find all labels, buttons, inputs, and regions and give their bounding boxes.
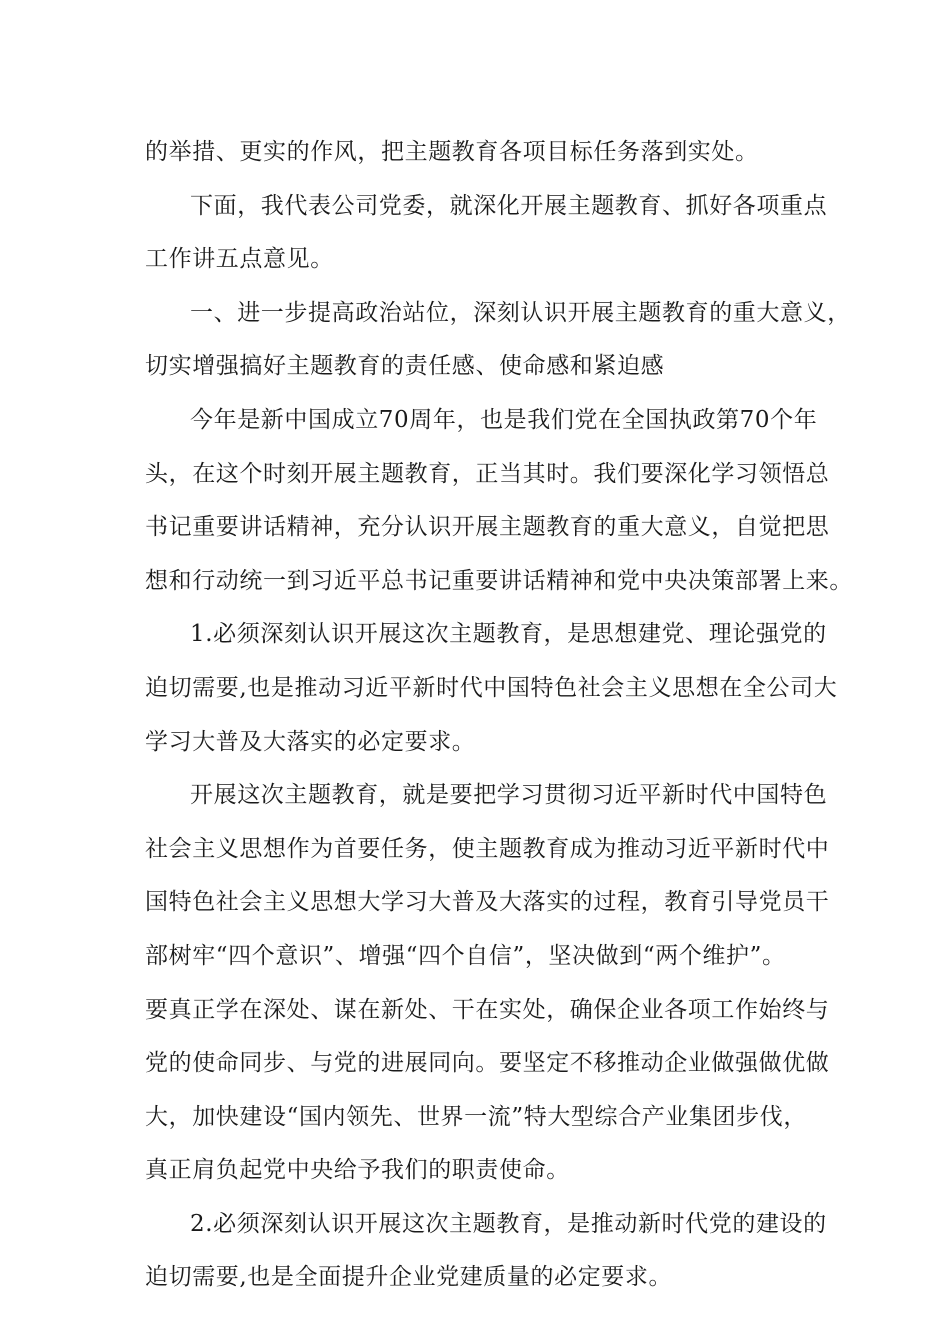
text-line-18: 党的使命同步、与党的进展同向。要坚定不移推动企业做强做优做 (145, 1050, 830, 1077)
section-heading-line-2: 切实增强搞好主题教育的责任感、使命感和紧迫感 (145, 353, 665, 380)
text-line-17: 要真正学在深处、谋在新处、干在实处，确保企业各项工作始终与 (145, 996, 830, 1023)
text-line-7: 头，在这个时刻开展主题教育，正当其时。我们要深化学习领悟总 (145, 460, 830, 487)
point-1-line-3: 学习大普及大落实的必定要求。 (145, 728, 476, 755)
section-heading-line-1: 一、进一步提高政治站位，深刻认识开展主题教育的重大意义， (190, 299, 851, 326)
text-line-14: 社会主义思想作为首要任务，使主题教育成为推动习近平新时代中 (145, 835, 830, 862)
point-2-line-2: 迫切需要,也是全面提升企业党建质量的必定要求。 (145, 1264, 673, 1291)
text-line-15: 国特色社会主义思想大学习大普及大落实的过程，教育引导党员干 (145, 889, 830, 916)
text-line-16: 部树牢“四个意识”、增强“四个自信”，坚决做到“两个维护”。 (145, 942, 786, 969)
text-line-19: 大，加快建设“国内领先、世界一流”特大型综合产业集团步伐， (145, 1103, 807, 1130)
point-1-line-2: 迫切需要,也是推动习近平新时代中国特色社会主义思想在全公司大 (145, 674, 838, 701)
text-line-13: 开展这次主题教育，就是要把学习贯彻习近平新时代中国特色 (190, 782, 828, 809)
text-line-8: 书记重要讲话精神，充分认识开展主题教育的重大意义，自觉把思 (145, 514, 830, 541)
text-line-1: 的举措、更实的作风，把主题教育各项目标任务落到实处。 (145, 139, 759, 165)
document-body (145, 126, 853, 1305)
text-line-3: 工作讲五点意见。 (145, 246, 334, 273)
point-2-line-1: 2.必须深刻认识开展这次主题教育，是推动新时代党的建设的 (190, 1210, 827, 1237)
text-line-6: 今年是新中国成立70周年，也是我们党在全国执政第70个年 (190, 406, 818, 433)
text-line-2: 下面，我代表公司党委，就深化开展主题教育、抓好各项重点 (190, 192, 828, 219)
text-line-9: 想和行动统一到习近平总书记重要讲话精神和党中央决策部署上来。 (145, 567, 853, 594)
point-1-line-1: 1.必须深刻认识开展这次主题教育，是思想建党、理论强党的 (190, 621, 827, 648)
text-line-20: 真正肩负起党中央给予我们的职责使命。 (145, 1157, 570, 1184)
